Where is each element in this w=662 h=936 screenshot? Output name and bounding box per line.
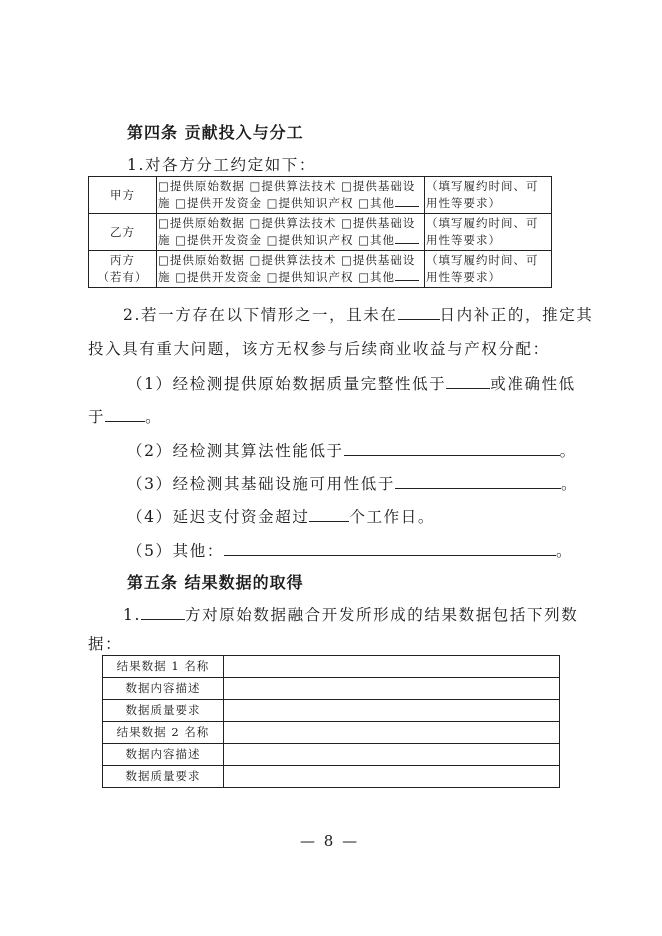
table-row xyxy=(103,744,560,766)
party-cell xyxy=(89,251,157,288)
options-line: 施 □提供开发资金 □提供知识产权 □其他 xyxy=(158,232,424,249)
division-table xyxy=(88,176,552,288)
days-blank[interactable] xyxy=(398,304,440,320)
row-label: 数据内容描述 xyxy=(103,744,224,766)
party-blank[interactable] xyxy=(141,604,185,620)
row-value[interactable] xyxy=(224,744,560,766)
condition-2: （2）经检测其算法性能低于 。 xyxy=(127,442,577,460)
condition-5: （5）其他： 。 xyxy=(127,542,574,560)
table-row xyxy=(103,766,560,788)
party-name: 乙方 xyxy=(110,224,135,239)
row-label: 数据质量要求 xyxy=(103,700,224,722)
row-label: 结果数据 1 名称 xyxy=(103,656,224,678)
row-label: 数据质量要求 xyxy=(103,766,224,788)
other-blank[interactable] xyxy=(395,232,419,244)
row-value[interactable] xyxy=(224,656,560,678)
row-label: 数据内容描述 xyxy=(103,678,224,700)
article5-title: 第五条 结果数据的取得 xyxy=(127,573,304,592)
table-row xyxy=(89,251,552,288)
table-row xyxy=(103,700,560,722)
row-value[interactable] xyxy=(224,722,560,744)
article5-item1: 1. 方对原始数据融合开发所形成的结果数据包括下列数 xyxy=(123,606,579,624)
row-value[interactable] xyxy=(224,766,560,788)
options-cell xyxy=(157,251,425,288)
note-cell xyxy=(425,177,552,214)
completeness-blank[interactable] xyxy=(446,373,490,389)
article4-item2-line2: 投入具有重大问题，该方无权参与后续商业收益与产权分配： xyxy=(88,340,550,358)
party-cell xyxy=(89,177,157,214)
party-cell xyxy=(89,214,157,251)
options-line: 施 □提供开发资金 □提供知识产权 □其他 xyxy=(158,195,424,212)
article4-item1: 1.对各方分工约定如下： xyxy=(127,156,316,174)
infrastructure-blank[interactable] xyxy=(395,473,561,489)
condition-3: （3）经检测其基础设施可用性低于 。 xyxy=(127,475,579,493)
page-number: — 8 — xyxy=(300,832,360,850)
row-value[interactable] xyxy=(224,700,560,722)
article5-item1-line2: 据： xyxy=(88,635,123,653)
table-row xyxy=(89,177,552,214)
party-name: 丙方 xyxy=(110,253,135,267)
table-row xyxy=(103,656,560,678)
other-blank[interactable] xyxy=(395,269,419,281)
table-row xyxy=(103,678,560,700)
other-blank[interactable] xyxy=(395,195,419,207)
article4-title: 第四条 贡献投入与分工 xyxy=(127,123,304,142)
note-line: 用性等要求） xyxy=(426,233,501,247)
note-cell xyxy=(425,214,552,251)
options-line: 施 □提供开发资金 □提供知识产权 □其他 xyxy=(158,269,424,286)
other-condition-blank[interactable] xyxy=(224,540,556,556)
condition-1-line2: 于 。 xyxy=(88,408,163,426)
note-line: 用性等要求） xyxy=(426,196,501,210)
note-line: 用性等要求） xyxy=(426,270,501,284)
options-cell xyxy=(157,214,425,251)
condition-1: （1）经检测提供原始数据质量完整性低于 或准确性低 xyxy=(127,375,576,393)
table-row xyxy=(89,214,552,251)
article4-item2: 2.若一方存在以下情形之一，且未在 日内补正的，推定其 xyxy=(123,306,594,324)
note-line: （填写履约时间、可 xyxy=(426,253,539,267)
note-line: （填写履约时间、可 xyxy=(426,216,539,230)
table-row xyxy=(103,722,560,744)
result-data-table xyxy=(102,655,560,788)
party-name: 甲方 xyxy=(110,187,135,202)
accuracy-blank[interactable] xyxy=(105,406,145,422)
party-note: （若有） xyxy=(97,270,148,284)
options-cell xyxy=(157,177,425,214)
options-line: □提供原始数据 □提供算法技术 □提供基础设 xyxy=(158,253,416,267)
row-label: 结果数据 2 名称 xyxy=(103,722,224,744)
options-line: □提供原始数据 □提供算法技术 □提供基础设 xyxy=(158,179,416,193)
workdays-blank[interactable] xyxy=(309,506,349,522)
options-line: □提供原始数据 □提供算法技术 □提供基础设 xyxy=(158,216,416,230)
algorithm-blank[interactable] xyxy=(344,440,560,456)
condition-4: （4）延迟支付资金超过 个工作日。 xyxy=(127,508,435,526)
note-line: （填写履约时间、可 xyxy=(426,179,539,193)
note-cell xyxy=(425,251,552,288)
row-value[interactable] xyxy=(224,678,560,700)
